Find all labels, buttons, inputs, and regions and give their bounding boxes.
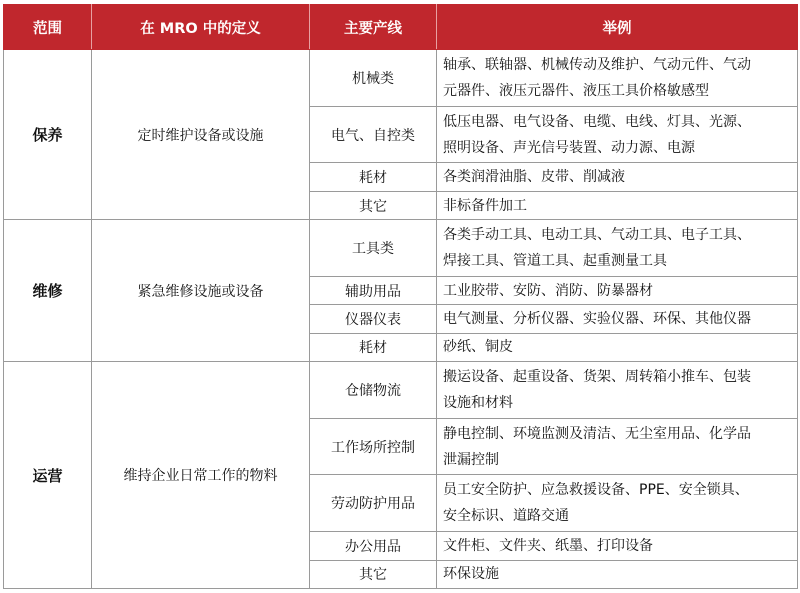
- example-text: 员工安全防护、应急救援设备、PPE、安全锁具、: [443, 482, 749, 499]
- example-text: 文件柜、文件夹、纸墨、打印设备: [443, 537, 653, 554]
- header-definition: 在 MRO 中的定义: [92, 5, 310, 50]
- example-cell: [437, 220, 798, 277]
- line-cell: 工具类: [310, 220, 437, 277]
- example-cell: [437, 50, 798, 107]
- example-cell: [437, 475, 798, 532]
- example-text: 各类润滑油脂、皮带、削减液: [443, 169, 625, 186]
- example-text: 环保设施: [443, 566, 499, 583]
- line-cell: 其它: [310, 560, 437, 588]
- example-cell: [437, 560, 798, 588]
- example-text: 工业胶带、安防、消防、防暴器材: [443, 282, 653, 299]
- example-text: 安全标识、道路交通: [443, 508, 569, 525]
- example-text: 搬运设备、起重设备、货架、周转箱小推车、包装: [443, 368, 751, 385]
- header-example: 举例: [437, 5, 798, 50]
- example-cell: [437, 163, 798, 191]
- example-text: 低压电器、电气设备、电缆、电线、灯具、光源、: [443, 113, 751, 130]
- example-text: 非标备件加工: [443, 197, 527, 214]
- example-cell: [437, 333, 798, 361]
- example-cell: [437, 362, 798, 419]
- example-cell: [437, 191, 798, 219]
- table-row: [4, 220, 798, 277]
- example-text: 焊接工具、管道工具、起重测量工具: [443, 253, 667, 270]
- example-text: 各类手动工具、电动工具、气动工具、电子工具、: [443, 227, 751, 244]
- line-cell: 工作场所控制: [310, 418, 437, 475]
- line-cell: 仪器仪表: [310, 305, 437, 333]
- example-text: 电气测量、分析仪器、实验仪器、环保、其他仪器: [443, 310, 751, 327]
- example-text: 静电控制、环境监测及清洁、无尘室用品、化学品: [443, 425, 751, 442]
- example-cell: [437, 106, 798, 163]
- mro-table: [3, 4, 798, 589]
- line-cell: 耗材: [310, 163, 437, 191]
- scope-cell: 保养: [4, 50, 92, 220]
- example-cell: [437, 418, 798, 475]
- example-text: 设施和材料: [443, 394, 513, 411]
- example-text: 砂纸、铜皮: [443, 339, 513, 356]
- example-cell: [437, 532, 798, 560]
- table-row: [4, 362, 798, 419]
- table-row: [4, 50, 798, 107]
- header-row: [4, 5, 798, 50]
- line-cell: 机械类: [310, 50, 437, 107]
- line-cell: 耗材: [310, 333, 437, 361]
- line-cell: 辅助用品: [310, 276, 437, 304]
- header-scope: 范围: [4, 5, 92, 50]
- line-cell: 电气、自控类: [310, 106, 437, 163]
- scope-cell: 维修: [4, 220, 92, 362]
- scope-cell: 运营: [4, 362, 92, 589]
- line-cell: 办公用品: [310, 532, 437, 560]
- example-text: 照明设备、声光信号装置、动力源、电源: [443, 139, 695, 156]
- line-cell: 其它: [310, 191, 437, 219]
- example-cell: [437, 305, 798, 333]
- definition-cell: 维持企业日常工作的物料: [92, 362, 310, 589]
- definition-cell: 定时维护设备或设施: [92, 50, 310, 220]
- definition-cell: 紧急维修设施或设备: [92, 220, 310, 362]
- example-cell: [437, 276, 798, 304]
- header-line: 主要产线: [310, 5, 437, 50]
- line-cell: 劳动防护用品: [310, 475, 437, 532]
- example-text: 轴承、联轴器、机械传动及维护、气动元件、气动: [443, 56, 751, 73]
- example-text: 泄漏控制: [443, 451, 499, 468]
- line-cell: 仓储物流: [310, 362, 437, 419]
- example-text: 元器件、液压元器件、液压工具价格敏感型: [443, 82, 709, 99]
